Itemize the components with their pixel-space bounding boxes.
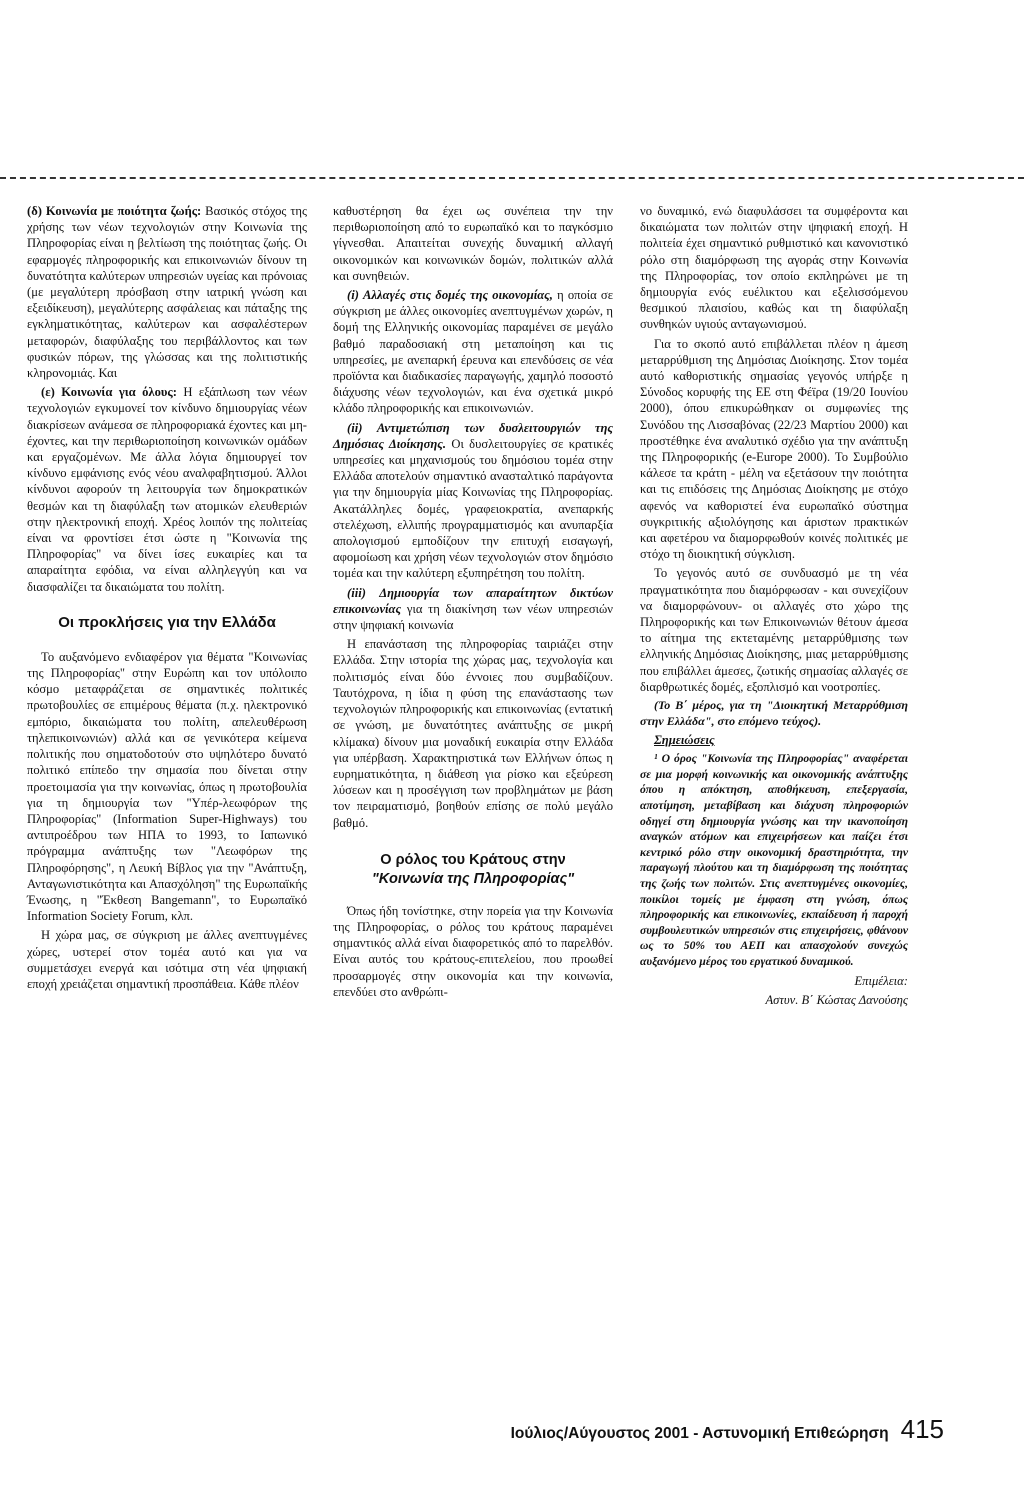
notes-title: Σημειώσεις [654, 733, 715, 748]
section-heading-state-role [333, 851, 613, 889]
page-number: 415 [900, 1414, 944, 1444]
paragraph-text: Οι δυσλειτουργίες σε κρατικές υπηρεσίες και μηχανισμούς του δημόσιου τομέα στην Ελλάδα αποτελούν σημαντικό ανασταλτικό παράγοντα για την δημιουργία μίας Κοινωνίας της Πληροφορίας. Ακατάλληλες δομές, γραφειοκρατία, ανεπαρκής στελέχωση, ελλιπής προγραμματισμός και ανυπαρξία απολογισμού εμποδίζουν την επιτυχή εισαγωγή, αφομοίωση και χρήση νέων τεχνολογιών στον δημόσιο τομέα και την καλύτερη εξυπηρέτηση του πολίτη. [333, 436, 613, 581]
paragraph-state-role: Όπως ήδη τονίστηκε, στην πορεία για την Κοινωνία της Πληροφορίας, ο ρόλος του κράτους παραμένει σημαντικός αλλά είναι διαφορετικός από το παρελθόν. Είναι αυτός του κράτους-επιτελείου, που προωθεί προσαρμογές στην οικονομία και την κοινωνία, επενδύει στο ανθρώπι- [333, 903, 613, 999]
heading-line-2: "Κοινωνία της Πληροφορίας" [371, 870, 575, 887]
paragraph-revolution: Η επανάσταση της πληροφορίας ταιριάζει στην Ελλάδα. Στην ιστορία της χώρας μας, τεχνολογία και πολιτισμός είναι δύο έννοιες που συμβαδίζουν. Ταυτόχρονα, η ίδια η φύση της επανάστασης των τεχνολογιών πληροφορικής και επικοινωνίας (εντατική σε γνώση, με δυνατότητες ανάπτυξης σε μικρή κλίμακα) δίνουν μια μοναδική ευκαιρία στην Ελλάδα για υπέρβαση. Χαρακτηριστικά των Ελλήνων όπως η ευρηματικότητα, η διάθεση για ρίσκο και εξεύρεση λύσεων και η προσέγγιση των προβλημάτων με βάση τον πειραματισμό, βοηθούν επίσης σε πολύ μεγάλο βαθμό. [333, 637, 613, 830]
paragraph-quality-of-life [27, 203, 307, 381]
paragraph-text: Βασικός στόχος της χρήσης των νέων τεχνολογιών στην Κοινωνία της Πληροφορίας είναι η βελτίωση της ποιότητας ζωής. Οι εφαρμογές πληροφορικής και επικοινωνιών δίνουν τη δυνατότητα καλύτερων υπηρεσιών υγείας και πρόνοιας (με μεγαλύτερη πρόσβαση στην ιατρική γνώση και εξειδίκευση), μεγαλύτερης ασφάλειας και πάταξης της εγκληματικότητας, καλύτερων και ασφαλέστερων μεταφορών, διαφύλαξης του περιβάλλοντος και των φυσικών πόρων, της γλώσσας και της πολιτιστικής κληρονομιάς. Και [27, 204, 307, 381]
editor-name: Αστυν. Β΄ Κώστας Δανούσης [765, 992, 908, 1007]
paragraph-public-admin [333, 420, 613, 582]
next-part-note: (Το Β΄ μέρος, για τη "Διοικητική Μεταρρύθμιση στην Ελλάδα", στο επόμενο τεύχος). [640, 698, 908, 728]
page-footer [511, 1414, 944, 1445]
text-column-3 [640, 203, 908, 1011]
paragraph-lead: (iii) Δημιουργία των απαραίτητων δικτύων επικοινωνίας [333, 585, 613, 616]
paragraph-delay: καθυστέρηση θα έχει ως συνέπεια την την περιθωριοποίηση από το ευρωπαϊκό και το παγκόσμιο γίγνεσθαι. Απαιτείται συνεχής δυναμική αλλαγή οικονομικών και κοινωνικών δομών, πολιτικών αλλά και συνηθειών. [333, 204, 613, 283]
paragraph-lead: (δ) Κοινωνία με ποιότητα ζωής: [27, 204, 202, 218]
paragraph-society-for-all [27, 384, 307, 595]
paragraph-lead: (i) Αλλαγές στις δομές της οικονομίας, [347, 288, 553, 303]
paragraph-country-lag: Η χώρα μας, σε σύγκριση με άλλες ανεπτυγμένες χώρες, υστερεί στον τομέα αυτό και για να συμμετάσχει ενεργά και ισότιμα στη νέα ψηφιακή εποχή χρειάζεται σημαντική προσπάθεια. Κάθε πλέον [27, 928, 307, 991]
paragraph-text: για τη διακίνηση των νέων υπηρεσιών στην ψηφιακή κοινωνία [333, 601, 613, 633]
paragraph-text: η οποία σε σύγκριση με άλλες οικονομίες ανεπτυγμένων χωρών, η δομή της Ελληνικής οικονομίας παραμένει σε μεγάλο βαθμό παραδοσιακή στη μεταποίηση και τις υπηρεσίες, με ανεπαρκή έρευνα και επενδύσεις σε νέα προϊόντα και διαδικασίες παραγωγής, χαμηλό ποσοστό διάχυσης νέων τεχνολογιών, και ένα σχετικά μικρό κλάδο πληροφορικής και επικοινωνιών. [333, 288, 613, 416]
issue-label: Ιούλιος/Αύγουστος 2001 - Αστυνομική Επιθεώρηση [510, 1425, 889, 1442]
paragraph-economy-changes [333, 287, 613, 417]
section-heading-challenges: Οι προκλήσεις για την Ελλάδα [58, 613, 276, 631]
paragraph-reform: Για το σκοπό αυτό επιβάλλεται πλέον η άμεση μεταρρύθμιση της Δημόσιας Διοίκησης. Στον τομέα αυτό καθοριστικής σημασίας γεγονός υπήρξε η Σύνοδος κορυφής της ΕΕ στη Φέϊρα (19/20 Ιουνίου 2000), όπου επικυρώθηκαν οι συμφωνίες της Συνόδου της Λισσαβόνας (22/23 Μαρτίου 2000) και προστέθηκε ένα αναλυτικό σχέδιο για την ανάπτυξη της Πληροφορικής (e-Europe 2000). Το Συμβούλιο κάλεσε τα κράτη - μέλη να εξετάσουν την ποιότητα και τις επιδόσεις της Δημόσιας Διοίκησης με στόχο αφενός να καθοριστεί ένα ευρωπαϊκό σύστημα συγκριτικής αξιολόγησης και άριστων πρακτικών και αφετέρου να διαμορφωθούν κοινές πολιτικές με στόχο τη διοικητική σύγκλιση. [640, 336, 908, 562]
text-column-2 [333, 203, 613, 1003]
editor-label: Επιμέλεια: [854, 973, 908, 988]
heading-line-1: Ο ρόλος του Κράτους στην [380, 851, 566, 868]
paragraph-lead: (ε) Κοινωνία για όλους: [41, 385, 177, 400]
paragraph-networks [333, 585, 613, 634]
paragraph-growing-interest: Το αυξανόμενο ενδιαφέρον για θέματα "Κοινωνίας της Πληροφορίας" στην Ευρώπη και τον υπόλοιπο κόσμο μεταφράζεται σε σημαντικές πολιτικές πρωτοβουλίες σε επιμέρους θέματα (π.χ. ηλεκτρονικό εμπόριο, δικαιώματα του πολίτη, απελευθέρωση τηλεπικοινωνιών) αλλά και σε γενικότερα κείμενα πολιτικής που σηματοδοτούν στο υψηλότερο δυνατό πολιτικό επίπεδο την σημασία που δίνεται στην προετοιμασία για την κοινωνίας, όπως η πρωτοβουλία για τη δημιουργία των "Υπέρ-λεωφόρων της Πληροφορίας" (Information Super-Highways) του αντιπροέδρου των ΗΠΑ το 1993, το Ιαπωνικό πρόγραμμα ανάπτυξης των "Λεωφόρων της Πληροφόρησης", η Λευκή Βίβλος για την "Ανάπτυξη, Ανταγωνιστικότητα και Απασχόληση" της Ευρωπαϊκής Ένωσης, η "Έκθεση Bangemann", το Ευρωπαϊκό Information Society Forum, κλπ. [27, 649, 307, 924]
paragraph-new-reality: Το γεγονός αυτό σε συνδυασμό με τη νέα πραγματικότητα που διαμόρφωσαν - και συνεχίζουν να διαμορφώνουν- οι αλλαγές στο χώρο της Πληροφορικής και των Επικοινωνιών θέτουν άμεσα το αίτημα της εκτεταμένης μεταρρύθμισης των ελληνικής Δημόσιας Διοίκησης, μιας μεταρρύθμισης που επιβάλλει άμεσες, ζωτικής σημασίας αλλαγές σε διαρθρωτικές δομές, εξοπλισμό και νοοτροπίες. [640, 566, 908, 694]
paragraph-text: Η εξάπλωση των νέων τεχνολογιών εγκυμονεί τον κίνδυνο δημιουργίας νέων διακρίσεων ανάμεσα σε πληροφοριακά έχοντες και μη-έχοντες, και την περιθωριοποίηση κοινωνικών ομάδων και εργαζομένων. Με άλλα λόγια δημιουργεί τον κίνδυνο εμφάνισης ενός νέου αναλφαβητισμού. Άλλοι κίνδυνοι αφορούν τη λειτουργία των δημοκρατικών θεσμών και τη διαφύλαξη των ατομικών ελευθεριών στην ηλεκτρονική εποχή. Χρέος λοιπόν της πολιτείας είναι να φροντίσει έτσι ώστε η "Κοινωνία της Πληροφορίας" να δίνει ίσες ευκαιρίες και τα απαραίτητα εφόδια, να είναι αλληλεγγύη και να διασφαλίζει τα δικαιώματα του πολίτη. [27, 385, 307, 594]
paragraph-human-resources: νο δυναμικό, ενώ διαφυλάσσει τα συμφέροντα και δικαιώματα των πολιτών στην ψηφιακή εποχή. Η πολιτεία έχει σημαντικό ρυθμιστικό και κανονιστικό ρόλο στη διαμόρφωση της αγοράς στην Κοινωνία της Πληροφορίας, τον οποίο εκπληρώνει με τη δημιουργία ενός ευέλικτου και εξελισσόμενου θεσμικού πλαισίου, καθώς και τη διαφύλαξη συνθηκών υγιούς ανταγωνισμού. [640, 204, 908, 332]
top-dashed-rule [0, 177, 1024, 179]
paragraph-lead: (ii) Αντιμετώπιση των δυσλειτουργιών της Δημόσιας Διοίκησης. [333, 420, 613, 451]
footnote-1: ¹ Ο όρος "Κοινωνία της Πληροφορίας" αναφέρεται σε μια μορφή κοινωνικής και οικονομικής ανάπτυξης όπου η απόκτηση, αποθήκευση, επεξεργασία, αποτίμηση, μεταβίβαση και διάχυση πληροφοριών οδηγεί στη δημιουργία γνώσης και την ικανοποίηση αναγκών ατόμων και επιχειρήσεων και παίζει έτσι κεντρικό ρόλο στην οικονομική δραστηριότητα, την παραγωγή πλούτου και τη διαμόρφωση της ποιότητας της ζωής των πολιτών. Στις ανεπτυγμένες οικονομίες, ποικίλοι τομείς με έμφαση στη γνώση, όπως πληροφορικής και επικοινωνίες, εκπαίδευση ή παροχή συμβουλευτικών υπηρεσιών στις επιχειρήσεις, φθάνουν ως το 50% του ΑΕΠ και απασχολούν συνεχώς αυξανόμενο μέρος του εργατικού δυναμικού. [640, 752, 908, 969]
text-column-1 [27, 203, 307, 995]
